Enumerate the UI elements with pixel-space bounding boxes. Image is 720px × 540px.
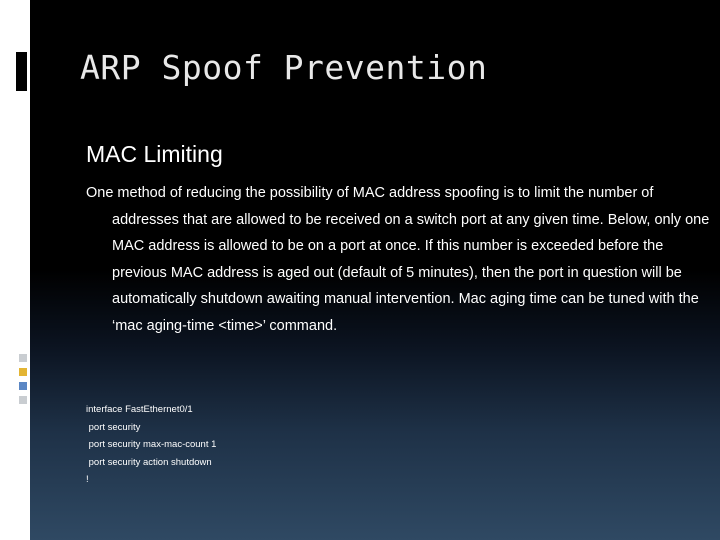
decorative-stripes <box>19 354 27 410</box>
slide-title: ARP Spoof Prevention <box>80 48 488 87</box>
stripe-gray-lower <box>19 396 27 404</box>
code-line: port security <box>86 421 141 433</box>
code-line: port security action shutdown <box>86 456 212 468</box>
stripe-gray <box>19 354 27 362</box>
code-line: ! <box>86 474 89 485</box>
config-code-block <box>86 401 216 489</box>
stripe-gold <box>19 368 27 376</box>
code-line: interface FastEthernet0/1 <box>86 404 193 415</box>
body-paragraph: One method of reducing the possibility of MAC address spoofing is to limit the number of addresses that are allowed to be received on a switch port at any given time. Below, only one MAC address is allowed to be on a port at once. If this number is exceeded before the previous MAC address is aged out (default of 5 minutes), then the port in question will be automatically shutdown awaiting manual intervention. Mac aging time can be tuned with the ‘mac aging-time <time>’ command. <box>86 185 710 334</box>
title-accent-bar <box>16 52 27 91</box>
code-line: port security max-mac-count 1 <box>86 439 217 450</box>
stripe-blue <box>19 382 27 390</box>
slide-subtitle: MAC Limiting <box>86 141 223 167</box>
